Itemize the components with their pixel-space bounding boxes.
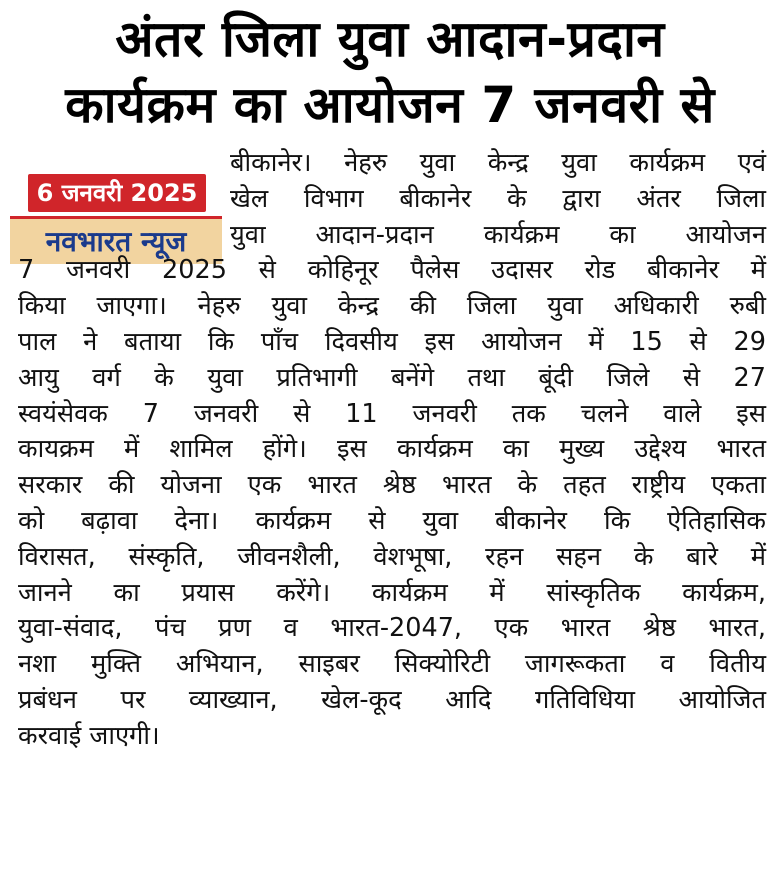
- headline-line-1: अंतर जिला युवा आदान-प्रदान: [115, 10, 665, 68]
- article-line: स्वयंसेवक 7 जनवरी से 11 जनवरी तक चलने वाले इस: [18, 398, 766, 429]
- article-line: युवा-संवाद, पंच प्रण व भारत-2047, एक भारत श्रेष्ठ भारत,: [18, 613, 766, 644]
- article-line: प्रबंधन पर व्याख्यान, खेल-कूद आदि गतिविधिया आयोजित: [18, 684, 766, 715]
- badge-date: 6 जनवरी 2025: [28, 174, 206, 212]
- headline: [0, 6, 780, 138]
- article-line: नशा मुक्ति अभियान, साइबर सिक्योरिटी जागरूकता व वितीय: [18, 649, 766, 680]
- article-line: पाल ने बताया कि पाँच दिवसीय इस आयोजन में 15 से 29: [18, 326, 766, 357]
- article-line: 7 जनवरी 2025 से कोहिनूर पैलेस उदासर रोड बीकानेर में: [18, 255, 766, 286]
- article-line: युवा आदान-प्रदान कार्यक्रम का आयोजन: [230, 219, 766, 250]
- article-line: कायक्रम में शामिल होंगे। इस कार्यक्रम का मुख्य उद्देश्य भारत: [18, 434, 766, 465]
- article-line: विरासत, संस्कृति, जीवनशैली, वेशभूषा, रहन सहन के बारे में: [18, 541, 766, 572]
- article-body: [0, 146, 780, 755]
- article-line: आयु वर्ग के युवा प्रतिभागी बनेंगे तथा बूंदी जिले से 27: [18, 362, 766, 393]
- article-line: को बढ़ावा देना। कार्यक्रम से युवा बीकानेर कि ऐतिहासिक: [18, 505, 766, 536]
- article-line: सरकार की योजना एक भारत श्रेष्ठ भारत के तहत राष्ट्रीय एकता: [18, 470, 766, 501]
- headline-line-2: कार्यक्रम का आयोजन 7 जनवरी से: [65, 76, 715, 134]
- article-line: खेल विभाग बीकानेर के द्वारा अंतर जिला: [230, 183, 766, 214]
- article-line: करवाई जाएगी।: [18, 720, 160, 751]
- article-line: किया जाएगा। नेहरु युवा केन्द्र की जिला युवा अधिकारी रुबी: [18, 291, 766, 322]
- publication-name: नवभारत न्यूज: [10, 216, 222, 264]
- article-line: जानने का प्रयास करेंगे। कार्यक्रम में सांस्कृतिक कार्यक्रम,: [18, 577, 766, 608]
- article-line: बीकानेर। नेहरु युवा केन्द्र युवा कार्यक्रम एवं: [230, 148, 766, 178]
